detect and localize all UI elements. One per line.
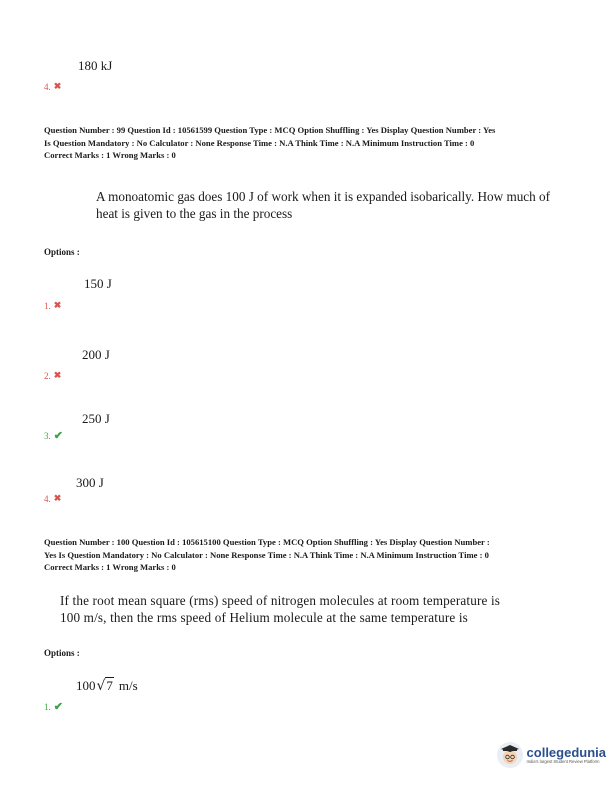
option-number-row	[44, 493, 61, 504]
brand-tagline: India's largest Student Review Platform	[526, 759, 600, 764]
check-icon: ✔	[53, 701, 63, 713]
square-root	[97, 678, 114, 694]
option-number: 1.	[44, 300, 51, 311]
check-icon: ✔	[53, 430, 63, 442]
question-100-meta	[44, 536, 584, 574]
question-100-text	[60, 593, 500, 626]
option-number: 1.	[44, 701, 51, 712]
option-number-row	[44, 429, 63, 442]
wrong-icon: ✖	[53, 370, 62, 380]
meta-line: Question Number : 100 Question Id : 105615100 Question Type : MCQ Option Shuffling : Yes Display Question Number :	[44, 537, 490, 547]
option-value	[76, 678, 138, 694]
option-number: 3.	[44, 430, 51, 441]
option-value: 250 J	[82, 411, 110, 426]
question-99-meta	[44, 124, 584, 162]
graduate-mascot-icon	[497, 742, 523, 768]
options-label: Options :	[44, 247, 80, 257]
question-line: heat is given to the gas in the process	[96, 205, 293, 221]
radicand: 7	[106, 678, 113, 693]
marks-line: Correct Marks : 1 Wrong Marks : 0	[44, 150, 176, 160]
question-99-text	[96, 189, 550, 222]
collegedunia-logo	[497, 742, 606, 768]
option-number: 4.	[44, 493, 51, 504]
meta-line: Is Question Mandatory : No Calculator : None Response Time : N.A Think Time : N.A Minimum Instruction Time : 0	[44, 137, 475, 148]
meta-line: Yes Is Question Mandatory : No Calculator : None Response Time : N.A Think Time : N.A Minimum Instruction Time : 0	[44, 549, 489, 560]
options-label: Options :	[44, 648, 80, 658]
meta-line: Question Number : 99 Question Id : 10561599 Question Type : MCQ Option Shuffling : Yes Display Question Number : Yes	[44, 125, 496, 135]
marks-line: Correct Marks : 1 Wrong Marks : 0	[44, 562, 176, 572]
option-number-row	[44, 300, 61, 311]
wrong-icon: ✖	[53, 493, 62, 503]
wrong-icon: ✖	[53, 300, 62, 310]
coefficient: 100	[76, 678, 96, 693]
option-number-row	[44, 700, 63, 713]
option-value: 300 J	[76, 475, 104, 490]
brand-name: collegedunia	[526, 745, 606, 760]
option-number: 2.	[44, 370, 51, 381]
option-value: 150 J	[84, 276, 112, 291]
option-value: 180 kJ	[78, 58, 113, 73]
radical-sign-icon: √	[96, 678, 106, 694]
option-number-row	[44, 370, 61, 381]
option-value: 200 J	[82, 347, 110, 362]
question-line: If the root mean square (rms) speed of nitrogen molecules at room temperature is	[60, 593, 501, 608]
unit: m/s	[118, 678, 138, 693]
question-line: 100 m/s, then the rms speed of Helium molecule at the same temperature is	[60, 609, 468, 625]
question-line: A monoatomic gas does 100 J of work when it is expanded isobarically. How much of	[96, 189, 551, 204]
option-number: 4.	[44, 81, 51, 92]
wrong-icon: ✖	[53, 81, 62, 91]
option-number-row	[44, 81, 61, 92]
